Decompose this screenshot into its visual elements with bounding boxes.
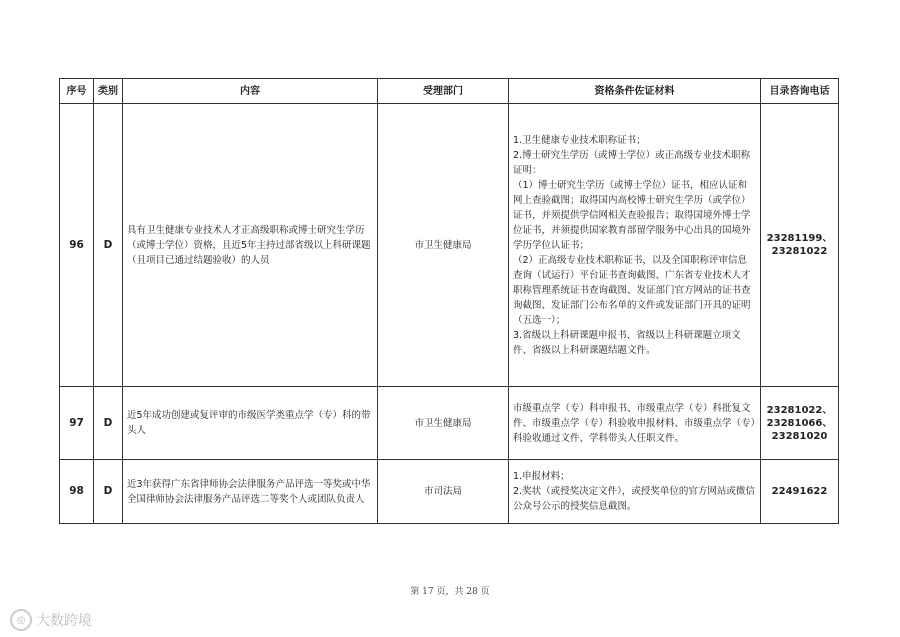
phone-number: 23281022、 [766,404,833,416]
row-materials [509,460,761,524]
watermark [10,609,92,631]
material-line: （2）正高级专业技术职称证书，以及全国职称评审信息查询（试运行）平台证书查询截图、广东省专业技术人才职称管理系统证书查询截图、发证部门官方网站的证书查询截图、发证部门公布名单的文件或发证部门开具的证明（五选一）； [513,254,751,326]
watermark-text: 大数跨境 [36,613,92,629]
phone-number: 23281199、 [766,233,833,244]
row-materials [509,387,761,460]
phone-number: 22491622 [771,486,828,497]
material-line: 2.奖状（或授奖决定文件），或授奖单位的官方网站或微信公众号公示的授奖信息截图。 [513,486,755,512]
row-content: 近5年成功创建或复评审的市级医学类重点学（专）科的带头人 [123,387,378,460]
row-number: 97 [60,387,94,460]
header-category: 类别 [94,79,123,104]
row-phone [761,460,839,524]
row-category: D [94,104,123,387]
material-line: 2.博士研究生学历（或博士学位）或正高级专业技术职称证明： [513,149,751,176]
row-category: D [94,387,123,460]
material-line: 1.卫生健康专业技术职称证书； [513,134,646,146]
header-content: 内容 [123,79,378,104]
material-line: 1.申报材料； [513,471,570,482]
table-row [60,387,839,460]
row-materials [509,104,761,387]
row-phone [761,387,839,460]
header-phone: 目录咨询电话 [761,79,839,104]
row-number: 98 [60,460,94,524]
table-row [60,104,839,387]
row-department: 市卫生健康局 [378,387,509,460]
header-department: 受理部门 [378,79,509,104]
material-line: 3.省级以上科研课题申报书、省级以上科研课题立项文件、省级以上科研课题结题文件。 [513,329,741,356]
header-materials: 资格条件佐证材料 [509,79,761,104]
material-line: 市级重点学（专）科申报书、市级重点学（专）科批复文件、市级重点学（专）科验收申报材料、市级重点学（专）科验收通过文件、学科带头人任职文件。 [513,402,756,444]
row-department: 市卫生健康局 [378,104,509,387]
row-number: 96 [60,104,94,387]
row-content: 近3年获得广东省律师协会法律服务产品评选一等奖或中华全国律师协会法律服务产品评选二等奖个人或团队负责人 [123,460,378,524]
row-category: D [94,460,123,524]
row-phone [761,104,839,387]
phone-number: 23281066、 [766,417,833,429]
row-content: 具有卫生健康专业技术人才正高级职称或博士研究生学历（或博士学位）资格，且近5年主持过部省级以上科研课题（且项目已通过结题验收）的人员 [123,104,378,387]
row-department: 市司法局 [378,460,509,524]
phone-number: 23281020 [771,430,828,442]
watermark-logo-icon: ◎ [10,609,32,631]
table-header-row [60,79,839,104]
header-no: 序号 [60,79,94,104]
qualification-table [59,78,839,524]
page-footer: 第 17 页，共 28 页 [410,587,490,597]
phone-number: 23281022 [771,246,828,257]
material-line: （1）博士研究生学历（或博士学位）证书，相应认证和网上查验截图；取得国内高校博士研究生学历（或学位）证书，并须提供学信网相关查验报告；取得国境外博士学位证书，并须提供国家教育部留学服务中心出具的国境外学历学位认证书； [513,179,751,251]
table-row [60,460,839,524]
